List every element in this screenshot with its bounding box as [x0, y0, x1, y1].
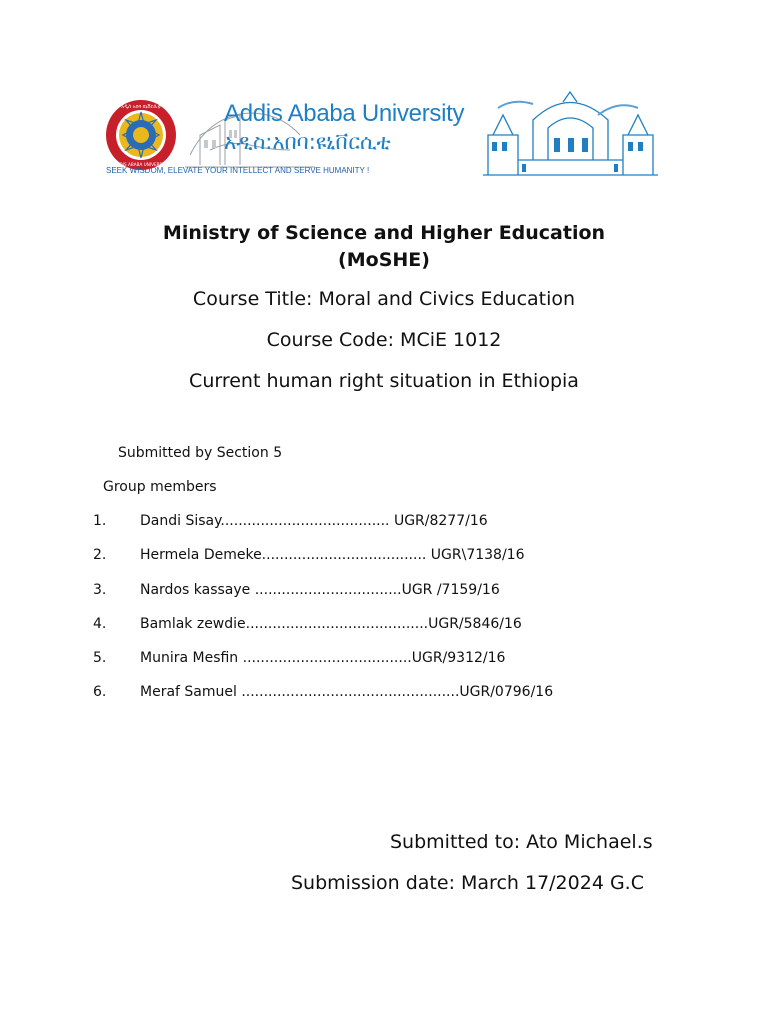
assignment-topic: Current human right situation in Ethiopia — [189, 370, 579, 392]
ministry-abbreviation: (MoSHE) — [338, 249, 430, 271]
ministry-name: Ministry of Science and Higher Education — [162, 222, 606, 244]
group-members-label: Group members — [103, 479, 217, 495]
member-number: 2. — [93, 547, 107, 563]
submitted-to: Submitted to: Ato Michael.s — [390, 831, 653, 853]
member-entry: Hermela Demeke..................................... UGR\7138/16 — [140, 547, 525, 563]
university-name-amharic: አዲስ:አበባ:ዩኒቨርሲቲ — [224, 130, 391, 154]
member-entry: Munira Mesfin ......................................UGR/9312/16 — [140, 650, 506, 666]
member-entry: Dandi Sisay...................................... UGR/8277/16 — [140, 513, 488, 529]
university-building-icon — [478, 90, 663, 182]
member-number: 1. — [93, 513, 107, 529]
course-title: Course Title: Moral and Civics Education — [192, 288, 576, 310]
seal-text-bottom: ADDIS ABABA UNIVERSITY — [113, 162, 169, 167]
university-name-english: Addis Ababa University — [224, 100, 465, 127]
university-banner — [100, 90, 665, 185]
member-number: 4. — [93, 616, 107, 632]
member-number: 6. — [93, 684, 107, 700]
member-entry: Bamlak zewdie.........................................UGR/5846/16 — [140, 616, 522, 632]
member-entry: Meraf Samuel .................................................UGR/0796/16 — [140, 684, 554, 700]
university-seal-icon — [104, 98, 178, 172]
member-number: 3. — [93, 582, 107, 598]
ministry-heading — [0, 220, 768, 274]
course-code: Course Code: MCiE 1012 — [266, 329, 502, 351]
submitted-by-section: Submitted by Section 5 — [118, 445, 283, 461]
member-entry: Nardos kassaye .................................UGR /7159/16 — [140, 582, 500, 598]
seal-text-top: አዲስ አበባ ዩኒቨርሲቲ — [121, 104, 161, 110]
submission-date: Submission date: March 17/2024 G.C — [291, 872, 644, 894]
university-motto: SEEK WISDOM, ELEVATE YOUR INTELLECT AND SERVE HUMANITY ! — [106, 166, 370, 175]
member-number: 5. — [93, 650, 107, 666]
